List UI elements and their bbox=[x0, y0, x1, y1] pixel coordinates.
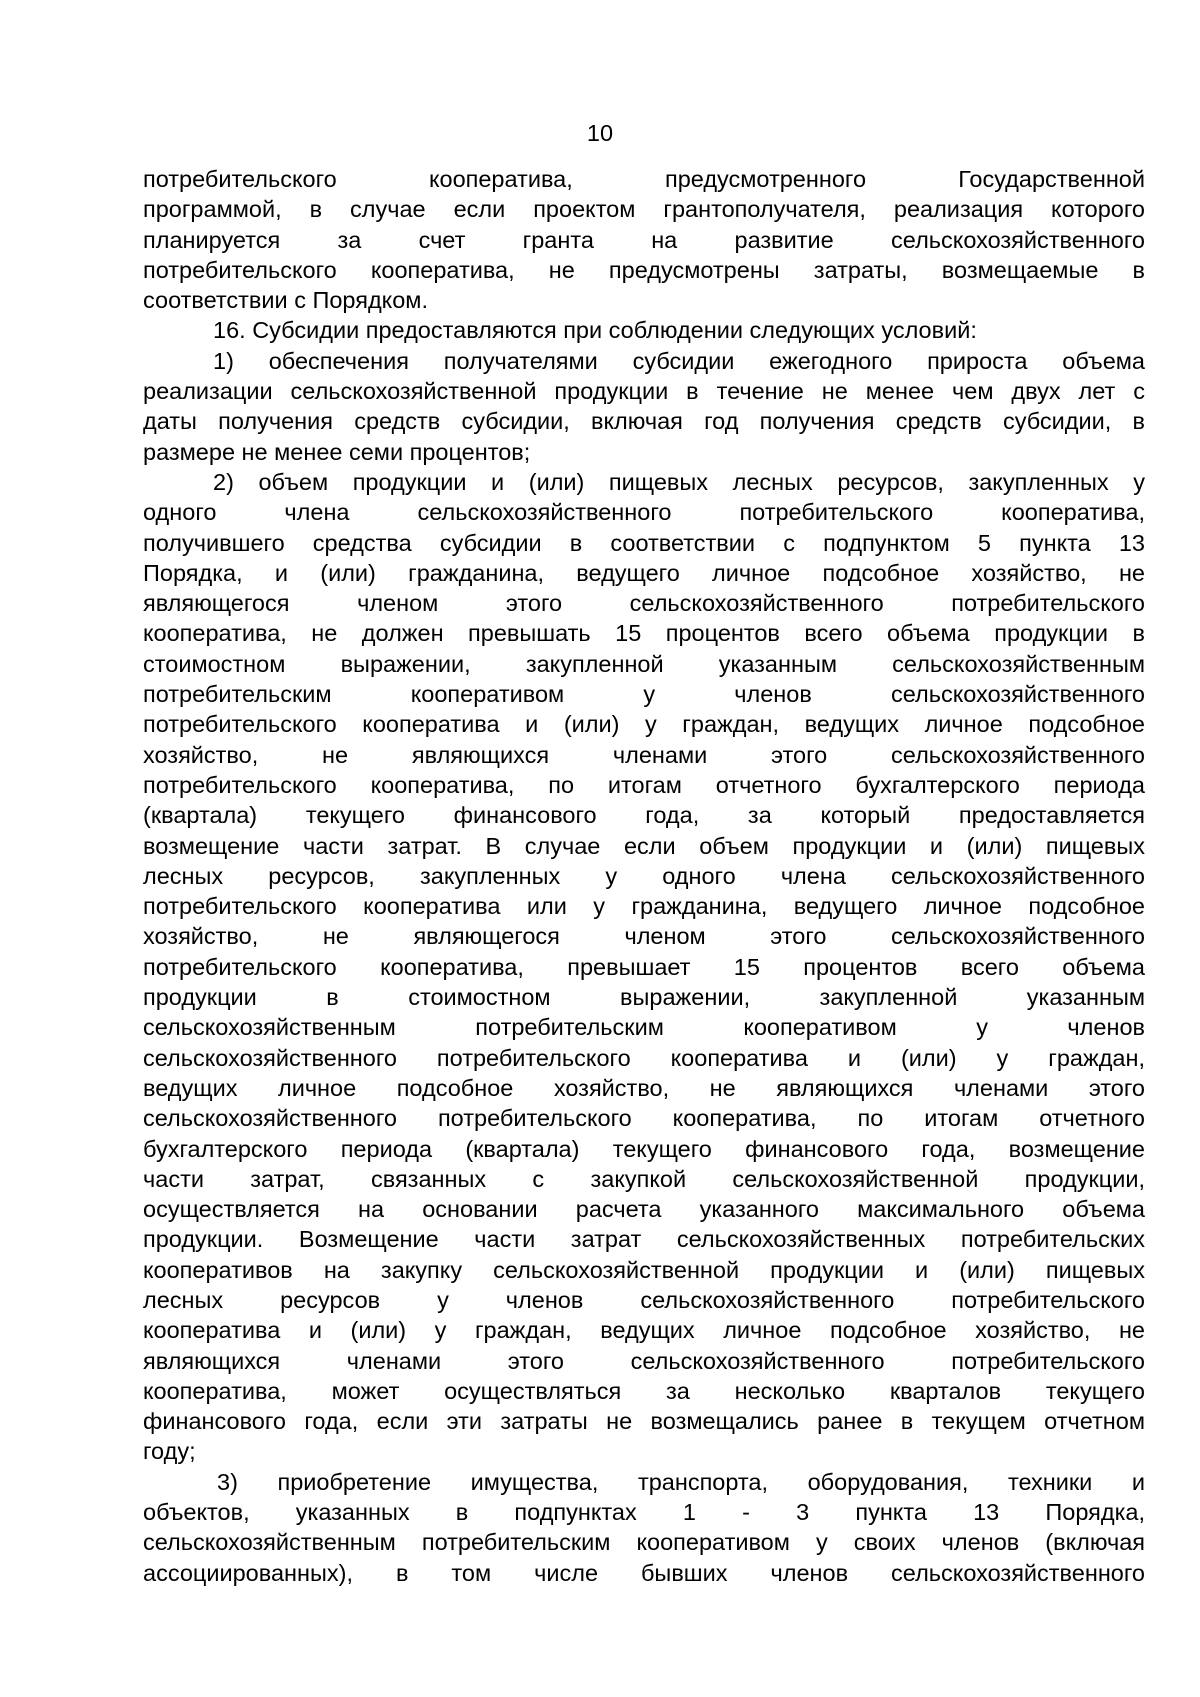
document-body bbox=[143, 164, 1145, 1588]
paragraph bbox=[143, 315, 1145, 345]
text-line: ассоциированных), в том числе бывших членов сельскохозяйственного bbox=[143, 1559, 1145, 1586]
text-line: размере не менее семи процентов; bbox=[143, 438, 531, 465]
text-line: хозяйство, не являющихся членами этого сельскохозяйственного bbox=[143, 741, 1145, 768]
text-line: реализации сельскохозяйственной продукции в течение не менее чем двух лет с bbox=[143, 378, 1145, 405]
text-line: потребительского кооператива, превышает 15 процентов всего объема bbox=[143, 953, 1145, 980]
text-line: сельскохозяйственного потребительского кооператива, по итогам отчетного bbox=[143, 1105, 1145, 1132]
text-line: хозяйство, не являющегося членом этого сельскохозяйственного bbox=[143, 923, 1145, 950]
text-line: сельскохозяйственным потребительским кооперативом у членов bbox=[143, 1014, 1145, 1041]
text-line: соответствии с Порядком. bbox=[143, 287, 428, 314]
text-line: потребительского кооператива, по итогам отчетного бухгалтерского периода bbox=[143, 771, 1145, 798]
text-line: бухгалтерского периода (квартала) текущего финансового года, возмещение bbox=[143, 1135, 1145, 1162]
text-line: продукции. Возмещение части затрат сельскохозяйственных потребительских bbox=[143, 1226, 1145, 1253]
paragraph bbox=[143, 346, 1145, 467]
text-line: Порядка, и (или) гражданина, ведущего личное подсобное хозяйство, не bbox=[143, 559, 1145, 586]
paragraph bbox=[143, 164, 1145, 315]
text-line: потребительского кооператива, предусмотренного Государственной bbox=[143, 166, 1145, 192]
text-line: лесных ресурсов у членов сельскохозяйственного потребительского bbox=[143, 1286, 1145, 1313]
text-line: кооператива, может осуществляться за несколько кварталов текущего bbox=[143, 1377, 1145, 1404]
text-line: осуществляется на основании расчета указанного максимального объема bbox=[143, 1196, 1145, 1223]
text-line: планируется за счет гранта на развитие сельскохозяйственного bbox=[143, 226, 1145, 253]
text-line: лесных ресурсов, закупленных у одного члена сельскохозяйственного bbox=[143, 862, 1145, 889]
text-line: сельскохозяйственного потребительского кооператива и (или) у граждан, bbox=[143, 1044, 1145, 1071]
text-line: финансового года, если эти затраты не возмещались ранее в текущем отчетном bbox=[143, 1408, 1145, 1435]
text-line: 2) объем продукции и (или) пищевых лесных ресурсов, закупленных у bbox=[213, 468, 1145, 495]
text-line: кооператива и (или) у граждан, ведущих личное подсобное хозяйство, не bbox=[143, 1317, 1145, 1344]
text-line: стоимостном выражении, закупленной указанным сельскохозяйственным bbox=[143, 650, 1145, 677]
text-line: даты получения средств субсидии, включая год получения средств субсидии, в bbox=[143, 408, 1145, 435]
text-line: (квартала) текущего финансового года, за который предоставляется bbox=[143, 802, 1145, 829]
text-line: 1) обеспечения получателями субсидии ежегодного прироста объема bbox=[213, 347, 1145, 374]
text-line: ведущих личное подсобное хозяйство, не являющихся членами этого bbox=[143, 1074, 1145, 1101]
text-line: части затрат, связанных с закупкой сельскохозяйственной продукции, bbox=[143, 1165, 1145, 1192]
text-line: получившего средства субсидии в соответствии с подпунктом 5 пункта 13 bbox=[143, 529, 1145, 556]
text-line: кооператива, не должен превышать 15 процентов всего объема продукции в bbox=[143, 620, 1145, 647]
text-line: программой, в случае если проектом грантополучателя, реализация которого bbox=[143, 196, 1145, 223]
text-line: объектов, указанных в подпунктах 1 - 3 пункта 13 Порядка, bbox=[143, 1499, 1145, 1526]
text-line: потребительского кооператива или у гражданина, ведущего личное подсобное bbox=[143, 893, 1145, 920]
paragraph bbox=[143, 1467, 1145, 1588]
text-line: являющихся членами этого сельскохозяйственного потребительского bbox=[143, 1347, 1145, 1374]
paragraph bbox=[143, 467, 1145, 1467]
text-line: являющегося членом этого сельскохозяйственного потребительского bbox=[143, 590, 1145, 617]
text-line: потребительского кооператива и (или) у граждан, ведущих личное подсобное bbox=[143, 711, 1145, 738]
text-line: потребительским кооперативом у членов сельскохозяйственного bbox=[143, 681, 1145, 708]
text-line: продукции в стоимостном выражении, закупленной указанным bbox=[143, 984, 1145, 1011]
text-line: возмещение части затрат. В случае если объем продукции и (или) пищевых bbox=[143, 832, 1145, 859]
text-line: году; bbox=[143, 1438, 196, 1465]
text-line: 3) приобретение имущества, транспорта, оборудования, техники и bbox=[217, 1468, 1145, 1495]
text-line: кооперативов на закупку сельскохозяйственной продукции и (или) пищевых bbox=[143, 1256, 1145, 1283]
text-line: потребительского кооператива, не предусмотрены затраты, возмещаемые в bbox=[143, 256, 1145, 283]
text-line: одного члена сельскохозяйственного потребительского кооператива, bbox=[143, 499, 1145, 526]
text-line: 16. Субсидии предоставляются при соблюдении следующих условий: bbox=[213, 317, 977, 344]
page-number: 10 bbox=[586, 120, 614, 146]
text-line: сельскохозяйственным потребительским кооперативом у своих членов (включая bbox=[143, 1529, 1145, 1556]
